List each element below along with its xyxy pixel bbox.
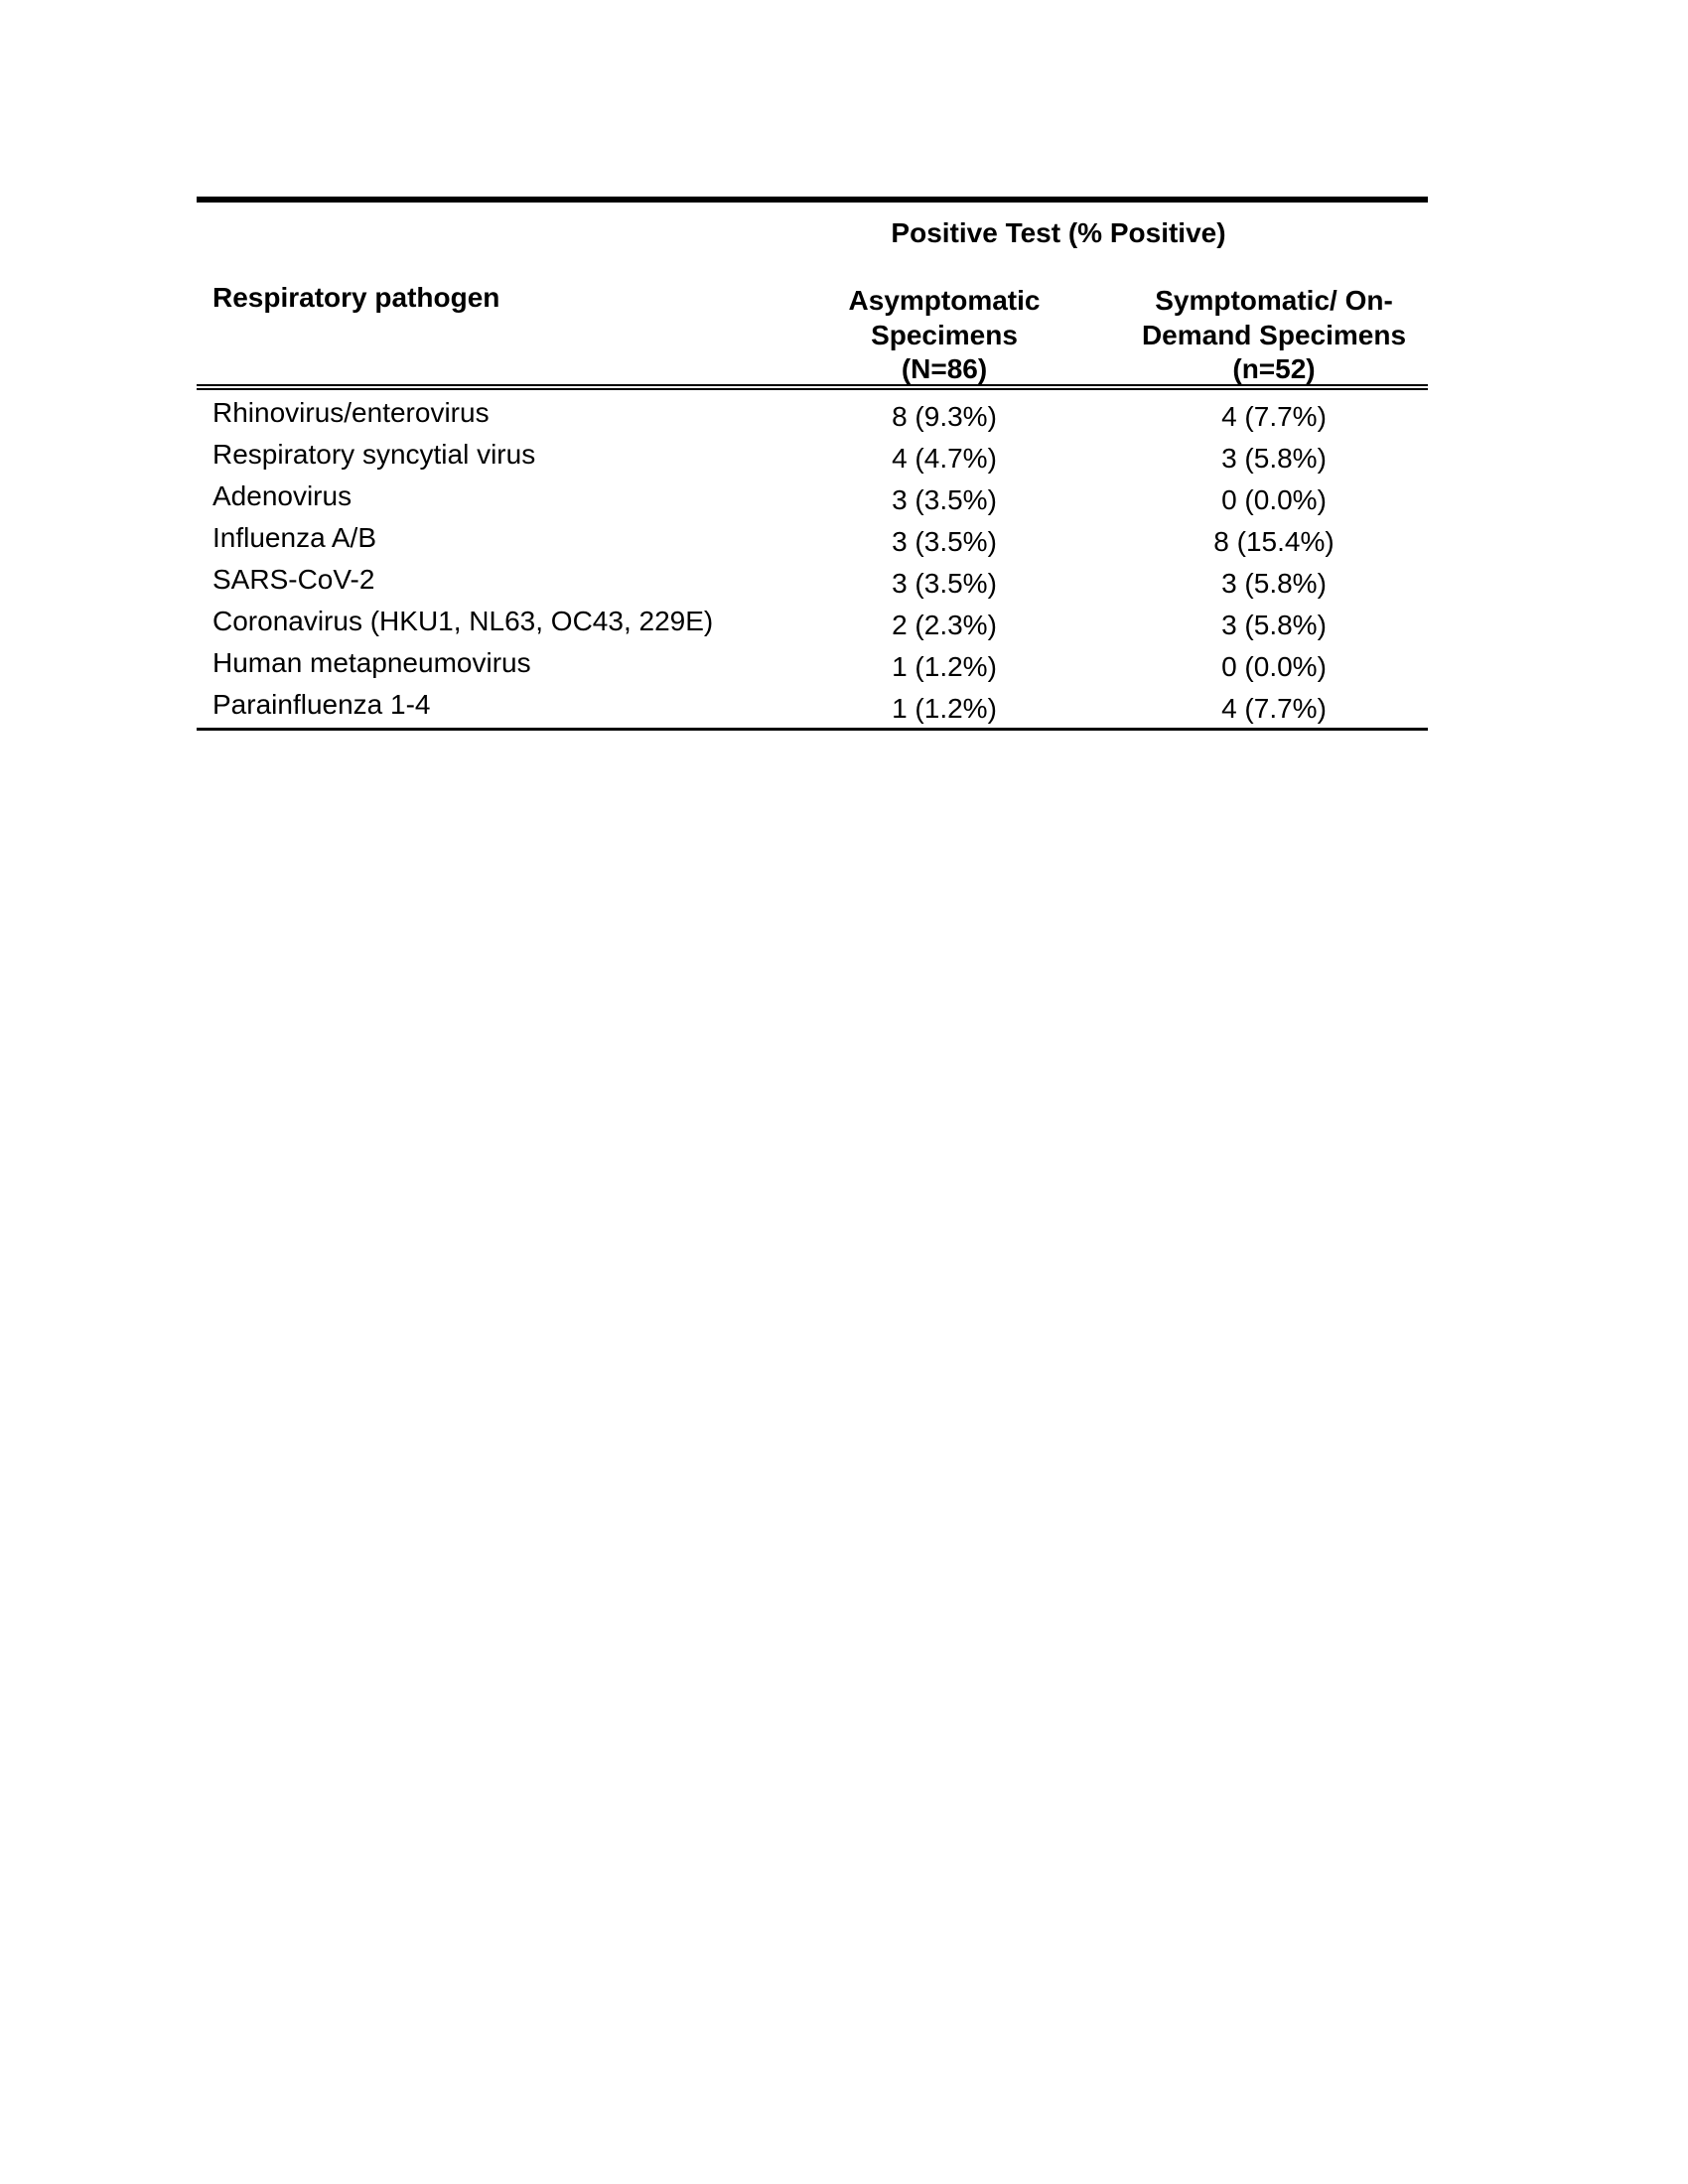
- table-row: [197, 396, 1428, 438]
- table-body: [197, 390, 1428, 730]
- table-row: [197, 563, 1428, 605]
- asymptomatic-cell: 3 (3.5%): [892, 484, 997, 515]
- asymptomatic-header-line: Specimens: [871, 319, 1018, 350]
- group-header: Positive Test (% Positive): [891, 217, 1226, 248]
- table-row: [197, 646, 1428, 688]
- table-row: [197, 479, 1428, 521]
- symptomatic-header-line: Symptomatic/ On-: [1155, 285, 1393, 316]
- symptomatic-cell: 3 (5.8%): [1221, 610, 1327, 640]
- symptomatic-header-line: Demand Specimens: [1141, 319, 1407, 350]
- pathogen-table: [197, 197, 1428, 731]
- symptomatic-cell: 4 (7.7%): [1221, 693, 1327, 724]
- symptomatic-header-line: (n=52): [1232, 353, 1316, 384]
- symptomatic-cell: 4 (7.7%): [1221, 401, 1327, 432]
- table-header: [197, 203, 1428, 384]
- asymptomatic-header-line: (N=86): [901, 353, 988, 384]
- pathogen-column-header: Respiratory pathogen: [212, 282, 500, 313]
- asymptomatic-cell: 3 (3.5%): [892, 526, 997, 557]
- asymptomatic-cell: 2 (2.3%): [892, 610, 997, 640]
- pathogen-cell: Rhinovirus/enterovirus: [212, 397, 490, 428]
- table-row: [197, 438, 1428, 479]
- pathogen-cell: Coronavirus (HKU1, NL63, OC43, 229E): [212, 606, 714, 636]
- pathogen-cell: Adenovirus: [212, 480, 352, 511]
- asymptomatic-cell: 8 (9.3%): [892, 401, 997, 432]
- symptomatic-column-header: [1110, 284, 1438, 387]
- pathogen-cell: Human metapneumovirus: [212, 647, 531, 678]
- pathogen-cell: Respiratory syncytial virus: [212, 439, 536, 470]
- asymptomatic-cell: 1 (1.2%): [892, 651, 997, 682]
- pathogen-cell: SARS-CoV-2: [212, 564, 375, 595]
- pathogen-cell: Parainfluenza 1-4: [212, 689, 431, 720]
- symptomatic-cell: 0 (0.0%): [1221, 484, 1327, 515]
- asymptomatic-cell: 1 (1.2%): [892, 693, 997, 724]
- symptomatic-cell: 0 (0.0%): [1221, 651, 1327, 682]
- table-row: [197, 688, 1428, 730]
- pathogen-cell: Influenza A/B: [212, 522, 377, 553]
- asymptomatic-header-line: Asymptomatic: [848, 285, 1041, 316]
- table-row: [197, 605, 1428, 646]
- asymptomatic-cell: 3 (3.5%): [892, 568, 997, 599]
- asymptomatic-cell: 4 (4.7%): [892, 443, 997, 474]
- symptomatic-cell: 3 (5.8%): [1221, 443, 1327, 474]
- symptomatic-cell: 8 (15.4%): [1213, 526, 1335, 557]
- table-row: [197, 521, 1428, 563]
- asymptomatic-column-header: [820, 284, 1068, 387]
- symptomatic-cell: 3 (5.8%): [1221, 568, 1327, 599]
